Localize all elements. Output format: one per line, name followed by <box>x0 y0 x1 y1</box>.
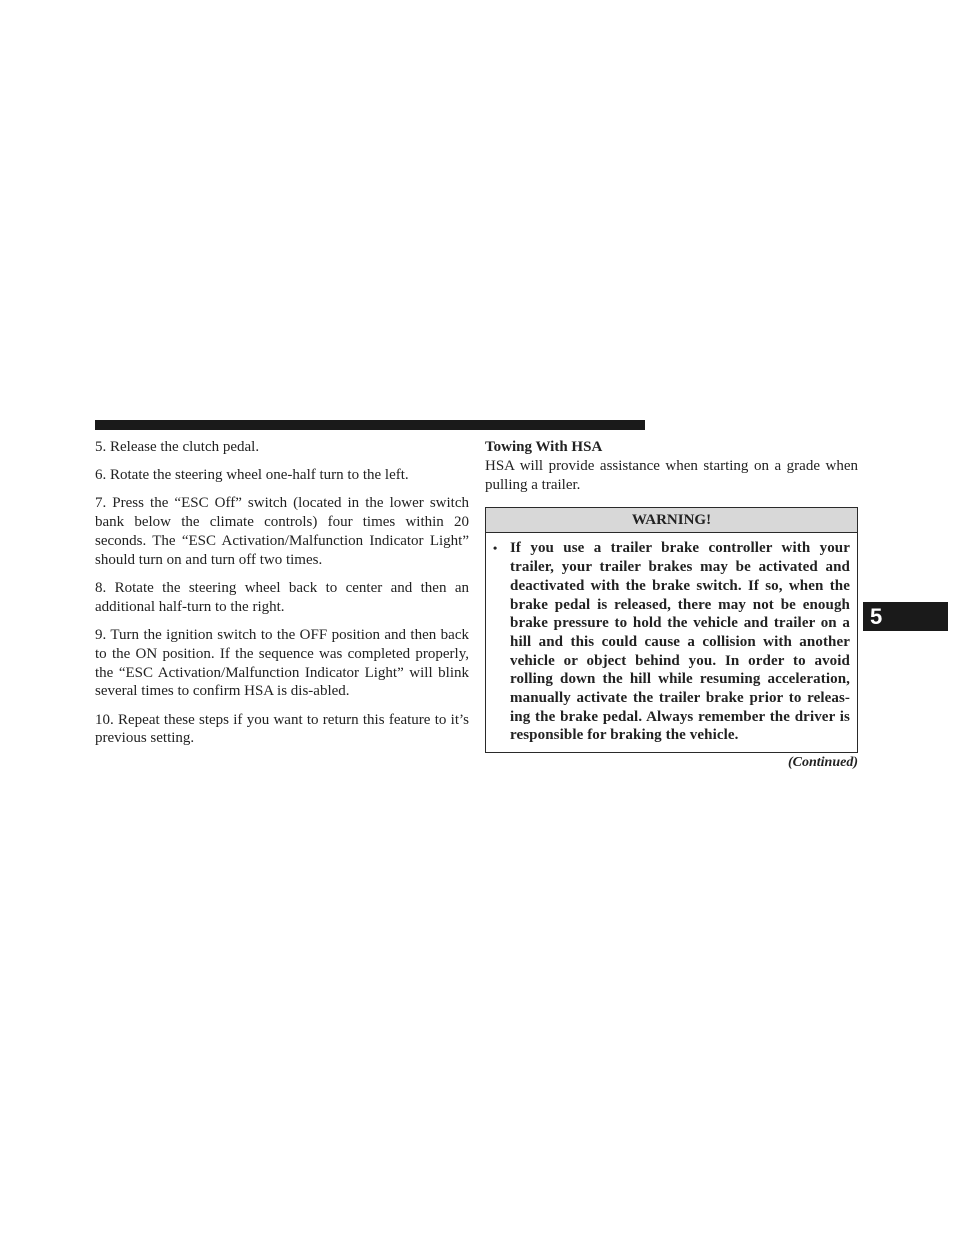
chapter-number: 5 <box>870 604 883 629</box>
section-body: HSA will provide assistance when starting on a grade when pulling a trailer. <box>485 457 858 493</box>
section-top-rule <box>95 420 645 430</box>
step-5: 5. Release the clutch pedal. <box>95 439 260 455</box>
continued-label: (Continued) <box>787 755 858 771</box>
section-heading: Towing With HSA <box>485 439 603 455</box>
warning-text: If you use a trailer brake controller with your trailer, your trailer brakes may be activated and deactivated with the brake switch. If so, when the brake pedal is released, there may not be enough brake pressure to hold the vehicle and trailer on a hill and this could cause a collision with another vehicle or object behind you. In order to avoid rolling down the hill while resuming acceleration, manually activate the trailer brake prior to releas-ing the brake pedal. Always remember the driver is responsible for braking the vehicle. <box>510 540 850 744</box>
warning-body <box>486 533 857 752</box>
right-column <box>485 438 858 772</box>
step-6: 6. Rotate the steering wheel one-half turn to the left. <box>95 467 409 484</box>
step-8: 8. Rotate the steering wheel back to center and then an additional half-turn to the right. <box>95 579 469 615</box>
chapter-tab <box>863 602 948 631</box>
step-10: 10. Repeat these steps if you want to return this feature to it’s previous setting. <box>95 711 469 747</box>
warning-box <box>485 507 858 753</box>
warning-title: WARNING! <box>486 508 857 533</box>
step-9: 9. Turn the ignition switch to the OFF position and then back to the ON position. If the sequence was completed properly, the “ESC Activation/Malfunction Indicator Light” will blink several times to confirm HSA is dis-abled. <box>95 626 469 700</box>
bullet-icon: • <box>493 541 498 556</box>
step-7: 7. Press the “ESC Off” switch (located in the lower switch bank below the climate controls) four times within 20 seconds. The “ESC Activation/Malfunction Indicator Light” should turn on and turn off two times. <box>95 495 469 568</box>
left-column <box>95 438 469 758</box>
